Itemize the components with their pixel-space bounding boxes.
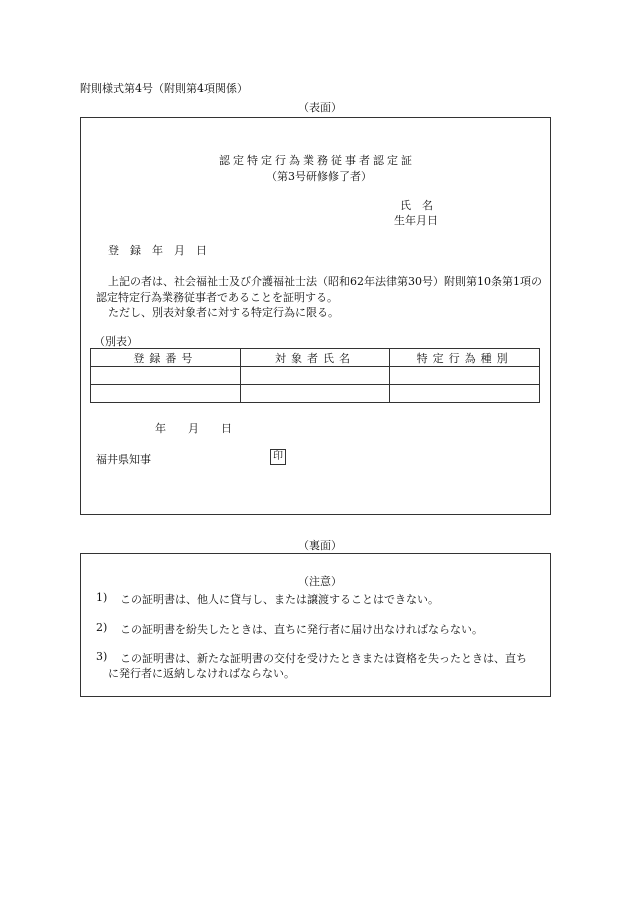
header-specific-act-type: 特定行為種別 xyxy=(390,349,540,367)
certificate-subtitle: （第3号研修修了者） xyxy=(266,170,372,183)
table-cell[interactable] xyxy=(390,367,540,385)
note-3-number: 3) xyxy=(96,650,108,663)
note-3-text: この証明書は、新たな証明書の交付を受けたときまたは資格を失ったときは、直ち xyxy=(120,652,527,665)
table-row xyxy=(91,367,540,385)
issuer-name: 福井県知事 xyxy=(96,453,151,466)
body-line-1: 上記の者は、社会福祉士及び介護福祉士法（昭和62年法律第30号）附則第10条第1項の xyxy=(108,275,542,288)
table-cell[interactable] xyxy=(91,385,241,403)
table-row xyxy=(91,385,540,403)
table-header-row xyxy=(91,349,540,367)
header-registration-number: 登録番号 xyxy=(91,349,241,367)
name-label: 氏 名 xyxy=(400,199,433,212)
table-cell[interactable] xyxy=(91,367,241,385)
note-2-text: この証明書を紛失したときは、直ちに発行者に届け出なければならない。 xyxy=(120,623,483,636)
registration-date-label: 登 録 年 月 日 xyxy=(108,244,207,257)
front-side-label: （表面） xyxy=(298,101,342,114)
table-cell[interactable] xyxy=(390,385,540,403)
table-cell[interactable] xyxy=(240,385,390,403)
form-label: 附則様式第4号（附則第4項関係） xyxy=(80,82,248,95)
table-cell[interactable] xyxy=(240,367,390,385)
issue-date-label: 年 月 日 xyxy=(155,422,232,435)
birthdate-label: 生年月日 xyxy=(394,214,438,227)
appendix-label: （別表） xyxy=(94,335,138,348)
body-line-2: 認定特定行為業務従事者であることを証明する。 xyxy=(96,291,338,304)
certificate-title: 認定特定行為業務従事者認定証 xyxy=(219,154,415,167)
note-1-number: 1) xyxy=(96,591,108,604)
note-3-continuation: に発行者に返納しなければならない。 xyxy=(108,667,295,680)
note-2-number: 2) xyxy=(96,621,108,634)
notes-title: （注意） xyxy=(298,575,342,588)
body-line-3: ただし、別表対象者に対する特定行為に限る。 xyxy=(108,306,339,319)
seal-mark: 印 xyxy=(270,449,286,465)
note-1-text: この証明書は、他人に貸与し、または譲渡することはできない。 xyxy=(120,593,439,606)
registration-table xyxy=(90,348,540,403)
header-target-person-name: 対象者氏名 xyxy=(240,349,390,367)
back-side-label: （裏面） xyxy=(298,539,342,552)
